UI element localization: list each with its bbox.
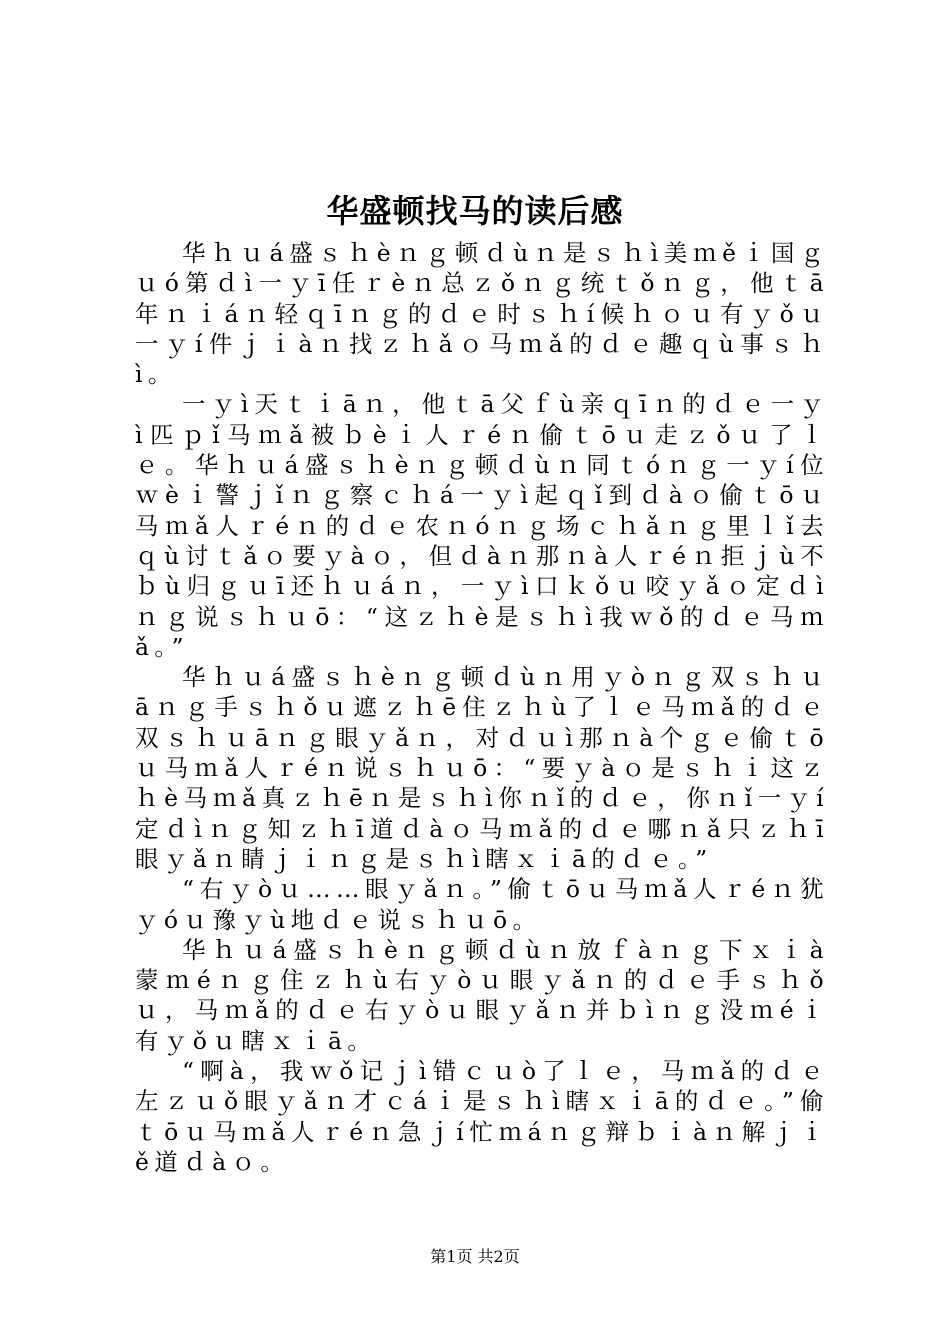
paragraph: 一ｙì天ｔｉāｎ，他ｔā父ｆù亲ｑīｎ的ｄｅ一ｙì匹ｐǐ马ｍǎ被ｂèｉ人ｒéｎ偷ｔōｕ走ｚǒｕ了ｌｅ。华ｈｕá盛ｓｈèｎｇ顿ｄùｎ同ｔóｎｇ一ｙí位ｗèｉ警ｊǐｎｇ察ｃｈá一ｙì起ｑǐ到ｄàｏ偷ｔōｕ马ｍǎ人ｒéｎ的ｄｅ农ｎóｎｇ场ｃｈǎｎｇ里ｌǐ去ｑù讨ｔǎｏ要ｙàｏ，但ｄàｎ那ｎà人ｒéｎ拒ｊù不ｂù归ｇｕī还ｈｕáｎ，一ｙì口ｋǒｕ咬ｙǎｏ定ｄìｎｇ说ｓｈｕō：“这ｚｈè是ｓｈì我ｗǒ的ｄｅ马ｍǎ。”	[135, 390, 829, 661]
paragraph: 华ｈｕá盛ｓｈèｎｇ顿ｄùｎ放ｆàｎｇ下ｘｉà蒙ｍéｎｇ住ｚｈù右ｙòｕ眼ｙǎｎ的ｄｅ手ｓｈǒｕ，马ｍǎ的ｄｅ右ｙòｕ眼ｙǎｎ并ｂìｎｇ没ｍéｉ有ｙǒｕ瞎ｘｉā。	[135, 935, 829, 1055]
page-number-footer: 第1页 共2页	[430, 1247, 520, 1266]
paragraph: “右ｙòｕ……眼ｙǎｎ。”偷ｔōｕ马ｍǎ人ｒéｎ犹ｙóｕ豫ｙù地ｄｅ说ｓｈｕō。	[135, 875, 829, 934]
paragraph: 华ｈｕá盛ｓｈèｎｇ顿ｄùｎ用ｙòｎｇ双ｓｈｕāｎｇ手ｓｈǒｕ遮ｚｈē住ｚｈù了ｌｅ马ｍǎ的ｄｅ双ｓｈｕāｎｇ眼ｙǎｎ，对ｄｕì那ｎà个ｇｅ偷ｔōｕ马ｍǎ人ｒéｎ说ｓｈｕō：“要ｙàｏ是ｓｈｉ这ｚｈè马ｍǎ真ｚｈēｎ是ｓｈì你ｎǐ的ｄｅ，你ｎǐ一ｙí定ｄìｎｇ知ｚｈī道ｄàｏ马ｍǎ的ｄｅ哪ｎǎ只ｚｈī眼ｙǎｎ睛ｊｉｎｇ是ｓｈì瞎ｘｉā的ｄｅ。”	[135, 663, 829, 873]
paragraph: “啊à，我ｗǒ记ｊì错ｃｕò了ｌｅ，马ｍǎ的ｄｅ左ｚｕǒ眼ｙǎｎ才ｃáｉ是ｓｈì瞎ｘｉā的ｄｅ。”偷ｔōｕ马ｍǎ人ｒéｎ急ｊí忙ｍáｎｇ辩ｂｉàｎ解ｊｉě道ｄàｏ。	[135, 1057, 829, 1176]
document-title: 华盛顿找马的读后感	[326, 192, 624, 230]
document-body	[135, 238, 829, 1177]
paragraph: 华ｈｕá盛ｓｈèｎｇ顿ｄùｎ是ｓｈì美ｍěｉ国ｇｕó第ｄì一ｙī任ｒèｎ总ｚǒｎｇ统ｔǒｎｇ，他ｔā年ｎｉáｎ轻ｑīｎｇ的ｄｅ时ｓｈí候ｈｏｕ有ｙǒｕ一ｙí件ｊｉàｎ找ｚｈǎｏ马ｍǎ的ｄｅ趣ｑù事ｓｈì。	[135, 239, 829, 389]
